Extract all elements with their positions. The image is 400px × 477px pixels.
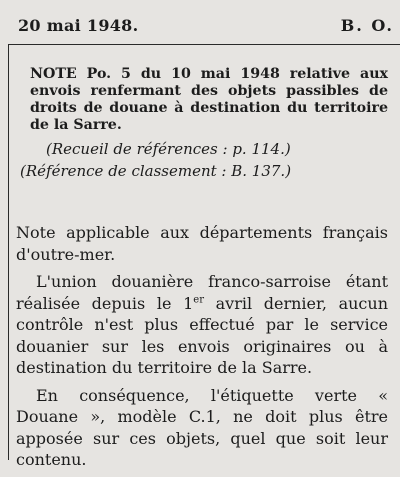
page-header [0,0,400,44]
note-body [16,222,388,477]
paragraph-consequence: En conséquence, l'étiquette verte « Douane », modèle C.1, ne doit plus être apposée sur ces objets, quel que soit leur contenu. [16,385,388,469]
note-title: NOTE Po. 5 du 10 mai 1948 relative aux envois renfermant des objets passibles de droits de douane à destination du territoire de la Sarre. [30,66,388,133]
header-date: 20 mai 1948. [18,16,139,35]
reference-classement: (Référence de classement : B. 137.) [20,162,292,180]
top-rule [8,44,400,45]
note-references [16,138,388,182]
reference-recueil: (Recueil de références : p. 114.) [46,140,291,158]
header-publication: B. O. [340,16,394,35]
paragraph-applicability: Note applicable aux départements français d'outre-mer. [16,223,388,264]
paragraph-union-part2: avril dernier, aucun contrôle n'est plus effectué par le service douanier sur les envois originaires ou à destination du territoire de la Sarre. [16,293,388,377]
left-rule [8,44,9,460]
paragraph-union [16,271,388,379]
note-heading-block [16,66,388,182]
ordinal-superscript: er [193,294,204,306]
paragraph-union-part1: L'union douanière franco-sarroise étant réalisée depuis le 1 [16,272,388,313]
